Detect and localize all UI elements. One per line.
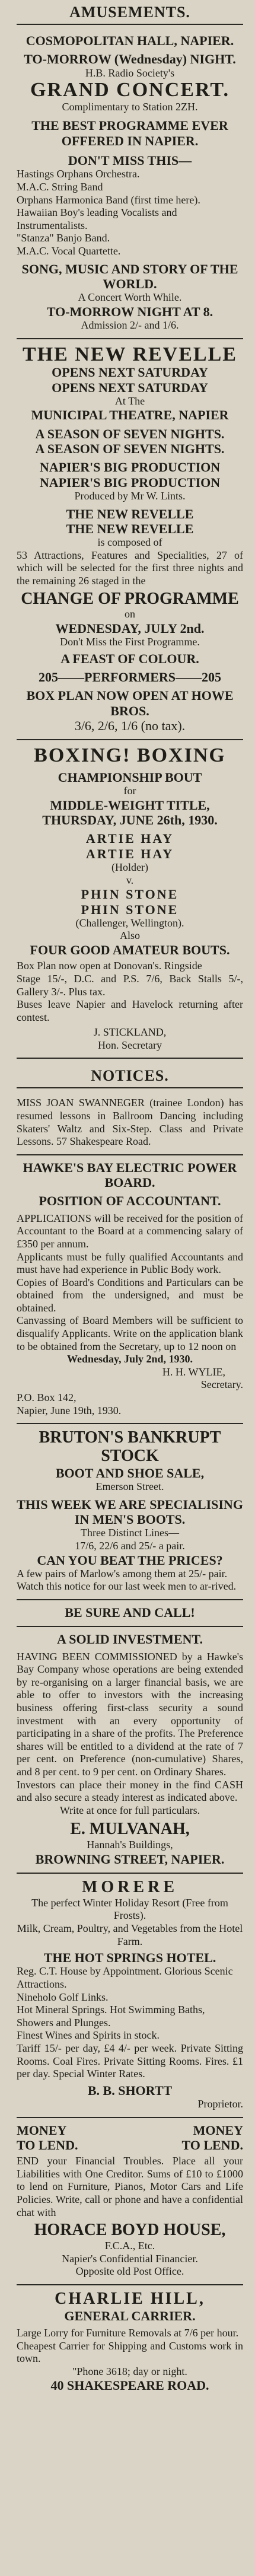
ad-line: M.A.C. Vocal Quartette.	[17, 244, 121, 257]
ad-line: Proprietor.	[197, 2098, 243, 2110]
ad-line: BROWNING STREET, NAPIER.	[35, 1851, 225, 1867]
ad-line: Watch this notice for our last week men to ar-rived.	[17, 1580, 237, 1593]
ad-line: (Holder)	[111, 861, 148, 874]
ad-line: Hot Mineral Springs. Hot Swimming Baths, Showers and Plunges.	[17, 2004, 205, 2029]
ad-line: POSITION OF ACCOUNTANT.	[39, 1193, 221, 1209]
ad-line: MONEY	[17, 2122, 67, 2138]
ad-line: for	[123, 785, 136, 797]
ad-line: The perfect Winter Holiday Resort (Free from Frosts).	[31, 1896, 228, 1922]
ad-title: MORERE	[82, 1877, 178, 1896]
ad-line: Canvassing of Board Members will be sufficient to disqualify Applicants. Write on the application blank to be obtained from the Secretary, up to 12 noon on	[17, 1314, 243, 1352]
ad-line: TO LEND.	[17, 2137, 78, 2152]
ad-line: THE BEST PROGRAMME EVER OFFERED IN NAPIER.	[31, 118, 228, 148]
ad-line: MONEY	[193, 2122, 243, 2138]
money-subheadings	[17, 2138, 243, 2152]
morere-ad	[17, 1874, 243, 2118]
ad-line: CAN YOU BEAT THE PRICES?	[37, 1552, 223, 1568]
money-to-lend-ad	[17, 2118, 243, 2285]
new-revelle-ad	[17, 339, 243, 741]
ad-line: A SEASON OF SEVEN NIGHTS.	[35, 441, 225, 457]
ad-line: Napier's Confidential Financier.	[62, 2252, 198, 2265]
ad-line: Napier, June 19th, 1930.	[17, 1404, 122, 1416]
newspaper-column	[17, 0, 243, 2399]
ad-line: F.C.A., Etc.	[104, 2240, 155, 2252]
ad-line: DON'T MISS THIS—	[68, 153, 192, 168]
ad-line: "Stanza" Banjo Band.	[17, 232, 110, 244]
ad-line: Applicants must be fully qualified Accountants and must have had experience in Public Body work.	[17, 1250, 243, 1276]
ad-line: TO-MORROW NIGHT AT 8.	[46, 304, 213, 319]
ad-line: Reg. C.T. House by Appointment. Glorious Scenic Attractions.	[17, 1965, 233, 1991]
ad-title: A SOLID INVESTMENT.	[57, 1632, 203, 1647]
divider	[17, 1087, 243, 1088]
ad-line: v.	[126, 874, 134, 886]
ad-line: E. MULVANAH,	[70, 1820, 190, 1839]
ad-line: CHAMPIONSHIP BOUT	[58, 769, 202, 785]
ad-line: Stage 15/-, D.C. and P.S. 7/6, Back Stalls 5/-, Gallery 3/-. Plus tax.	[17, 972, 243, 998]
ad-line: Cheapest Carrier for Shipping and Customs work in town.	[17, 2339, 243, 2365]
ad-line: Opposite old Post Office.	[75, 2265, 184, 2278]
ad-line: Tariff 15/- per day, £4 4/- per week. Private Sitting Rooms. Coal Fires. Private Sitting Rooms. Fires. £1 per day. Special Winter Rates.	[17, 2042, 243, 2080]
dancing-lessons-ad	[17, 1092, 243, 1155]
ad-line: (Challenger, Wellington).	[75, 916, 184, 929]
ad-line: GRAND CONCERT.	[30, 79, 230, 101]
ad-line: A Concert Worth While.	[78, 291, 182, 304]
ad-line: Hon. Secretary	[98, 1039, 162, 1051]
ad-line: TO LEND.	[181, 2137, 243, 2152]
ad-line: THIS WEEK WE ARE SPECIALISING IN MEN'S BOOTS.	[17, 1496, 243, 1527]
ad-line: Produced by Mr W. Lints.	[74, 489, 186, 502]
ad-title: BOXING! BOXING	[34, 744, 226, 767]
ad-line: 17/6, 22/6 and 25/- a pair.	[75, 1539, 185, 1552]
ad-line: Nineholo Golf Links.	[17, 1991, 109, 2003]
ad-line: BOX PLAN NOW OPEN AT HOWE BROS.	[26, 688, 234, 718]
ad-line: Hannah's Buildings,	[87, 1839, 173, 1851]
be-sure-ad	[17, 1600, 243, 1627]
ad-title: COSMOPOLITAN HALL, NAPIER.	[26, 33, 234, 48]
ad-line: A few pairs of Marlow's among them at 25/- pair.	[17, 1567, 228, 1580]
ad-line: NAPIER'S BIG PRODUCTION	[39, 475, 221, 490]
ad-title: HAWKE'S BAY ELECTRIC POWER BOARD.	[23, 1160, 237, 1190]
general-carrier-ad	[17, 2285, 243, 2399]
ad-line: Buses leave Napier and Havelock returning after contest.	[17, 998, 243, 1023]
ad-line: H. H. WYLIE,	[162, 1365, 225, 1378]
ad-line: CHANGE OF PROGRAMME	[21, 589, 239, 608]
ad-line: M.A.C. String Band	[17, 180, 103, 193]
ad-line: WEDNESDAY, JULY 2nd.	[55, 620, 205, 636]
ad-line: Copies of Board's Conditions and Particulars can be obtained from the undersigned, and must be obtained.	[17, 1276, 243, 1314]
ad-title: BE SURE AND CALL!	[65, 1604, 195, 1620]
ad-line: OPENS NEXT SATURDAY	[52, 365, 208, 380]
ad-line: THE NEW REVELLE	[66, 521, 194, 536]
ad-line: Three Distinct Lines—	[81, 1527, 179, 1539]
ad-line: BOOT AND SHOE SALE,	[55, 1465, 205, 1480]
ad-line: 3/6, 2/6, 1/6 (no tax).	[74, 718, 186, 733]
ad-line: HAVING BEEN COMMISSIONED by a Hawke's Bay Company whose operations are being extended by re-organising on a larger financial basis, we are able to offer to investors with the increasing business offering first-class security a sound investment with an every opportunity of participating in a share of the profits. The Preference shares will be entitled to a dividend at the rate of 7 per cent. on Preference (non-cumulative) Shares, and 8 per cent. to 9 per cent. on Ordinary Shares.	[17, 1650, 243, 1778]
ad-line: NAPIER'S BIG PRODUCTION	[39, 460, 221, 475]
ad-line: THURSDAY, JUNE 26th, 1930.	[42, 813, 218, 828]
ad-line: THE NEW REVELLE	[66, 506, 194, 521]
ad-line: Milk, Cream, Poultry, and Vegetables from the Hotel Farm.	[17, 1922, 243, 1947]
power-board-ad	[17, 1155, 243, 1424]
ad-line: END your Financial Troubles. Place all your Liabilities with One Creditor. Sums of £10 to £1000 to lend on Furniture, Pianos, Motor Cars and Life Policies. Write, call or phone and have a confidential chat with	[17, 2155, 243, 2218]
ad-line: GENERAL CARRIER.	[64, 2308, 196, 2323]
ad-line: PHIN STONE	[81, 902, 179, 917]
ad-line: THE HOT SPRINGS HOTEL.	[43, 1950, 216, 1966]
ad-line: P.O. Box 142,	[17, 1392, 76, 1404]
ad-title: CHARLIE HILL,	[55, 2289, 205, 2308]
ad-line: MIDDLE-WEIGHT TITLE,	[50, 797, 210, 813]
ad-line: Hawaiian Boy's leading Vocalists and Instrumentalists.	[17, 206, 177, 231]
ad-line: Investors can place their money in the find CASH and also secure a steady interest as indicated above.	[17, 1778, 243, 1804]
ad-line: Complimentary to Station 2ZH.	[62, 100, 198, 113]
ad-line: on	[125, 608, 135, 620]
ad-line: H.B. Radio Society's	[85, 66, 175, 79]
ad-line: ARTIE HAY	[85, 846, 174, 861]
ad-line: Admission 2/- and 1/6.	[81, 319, 179, 331]
ad-line: TO-MORROW (Wednesday) NIGHT.	[24, 52, 236, 67]
solid-investment-ad	[17, 1627, 243, 1874]
ad-line: is composed of	[97, 536, 162, 549]
bruton-bankrupt-stock-ad	[17, 1424, 243, 1600]
ad-line: Wednesday, July 2nd, 1930.	[66, 1353, 193, 1365]
amusements-heading: AMUSEMENTS.	[69, 4, 190, 21]
ad-line: A SEASON OF SEVEN NIGHTS.	[35, 426, 225, 441]
ad-line: 40 SHAKESPEARE ROAD.	[50, 2378, 209, 2393]
ad-line: SONG, MUSIC AND STORY OF THE WORLD.	[21, 261, 238, 291]
ad-line: APPLICATIONS will be received for the position of Accountant to the Board at a commencing salary of £350 per annum.	[17, 1212, 243, 1250]
ad-line: A FEAST OF COLOUR.	[60, 651, 199, 666]
ad-line: MUNICIPAL THEATRE, NAPIER	[31, 407, 229, 423]
ad-line: Orphans Harmonica Band (first time here).	[17, 193, 200, 206]
ad-line: PHIN STONE	[81, 887, 179, 902]
ad-line: "Phone 3618; day or night.	[72, 2365, 187, 2377]
ad-line: Secretary.	[200, 1378, 243, 1391]
ad-line: Hastings Orphans Orchestra.	[17, 168, 140, 180]
ad-line: ARTIE HAY	[85, 831, 174, 846]
ad-line: Box Plan now open at Donovan's. Ringside	[17, 960, 202, 972]
notices-heading: NOTICES.	[91, 1067, 169, 1085]
ad-line: At The	[114, 394, 145, 407]
ad-line: 205——PERFORMERS——205	[39, 670, 221, 685]
ad-line: Write at once for full particulars.	[59, 1804, 200, 1816]
ad-line: Emerson Street.	[95, 1480, 164, 1493]
ad-line: OPENS NEXT SATURDAY	[52, 380, 208, 395]
ad-line: Finest Wines and Spirits in stock.	[17, 2029, 160, 2042]
divider	[17, 24, 243, 25]
ad-line: J. STICKLAND,	[93, 1026, 167, 1039]
ad-line: Large Lorry for Furniture Removals at 7/6 per hour.	[17, 2326, 239, 2339]
ad-line: Don't Miss the First Programme.	[60, 636, 200, 648]
money-headings	[17, 2123, 243, 2138]
ad-line: B. B. SHORTT	[87, 2083, 173, 2098]
ad-text: MISS JOAN SWANNEGER (trainee London) has resumed lessons in Ballroom Dancing including Skaters' Waltz and Six-Step. Class and Private Lessons. 57 Shakespeare Road.	[17, 1097, 243, 1148]
ad-title: BRUTON'S BANKRUPT STOCK	[39, 1428, 221, 1466]
ad-line: FOUR GOOD AMATEUR BOUTS.	[30, 942, 230, 958]
ad-line: 53 Attractions, Features and Specialities, 27 of which will be selected for the first three nights and the remaining 26 staged in the	[17, 549, 243, 587]
ad-line: HORACE BOYD HOUSE,	[34, 2221, 226, 2240]
cosmopolitan-hall-ad	[17, 28, 243, 339]
ad-title: THE NEW REVELLE	[23, 343, 237, 365]
ad-line: Also	[119, 929, 140, 942]
boxing-ad	[17, 740, 243, 1059]
